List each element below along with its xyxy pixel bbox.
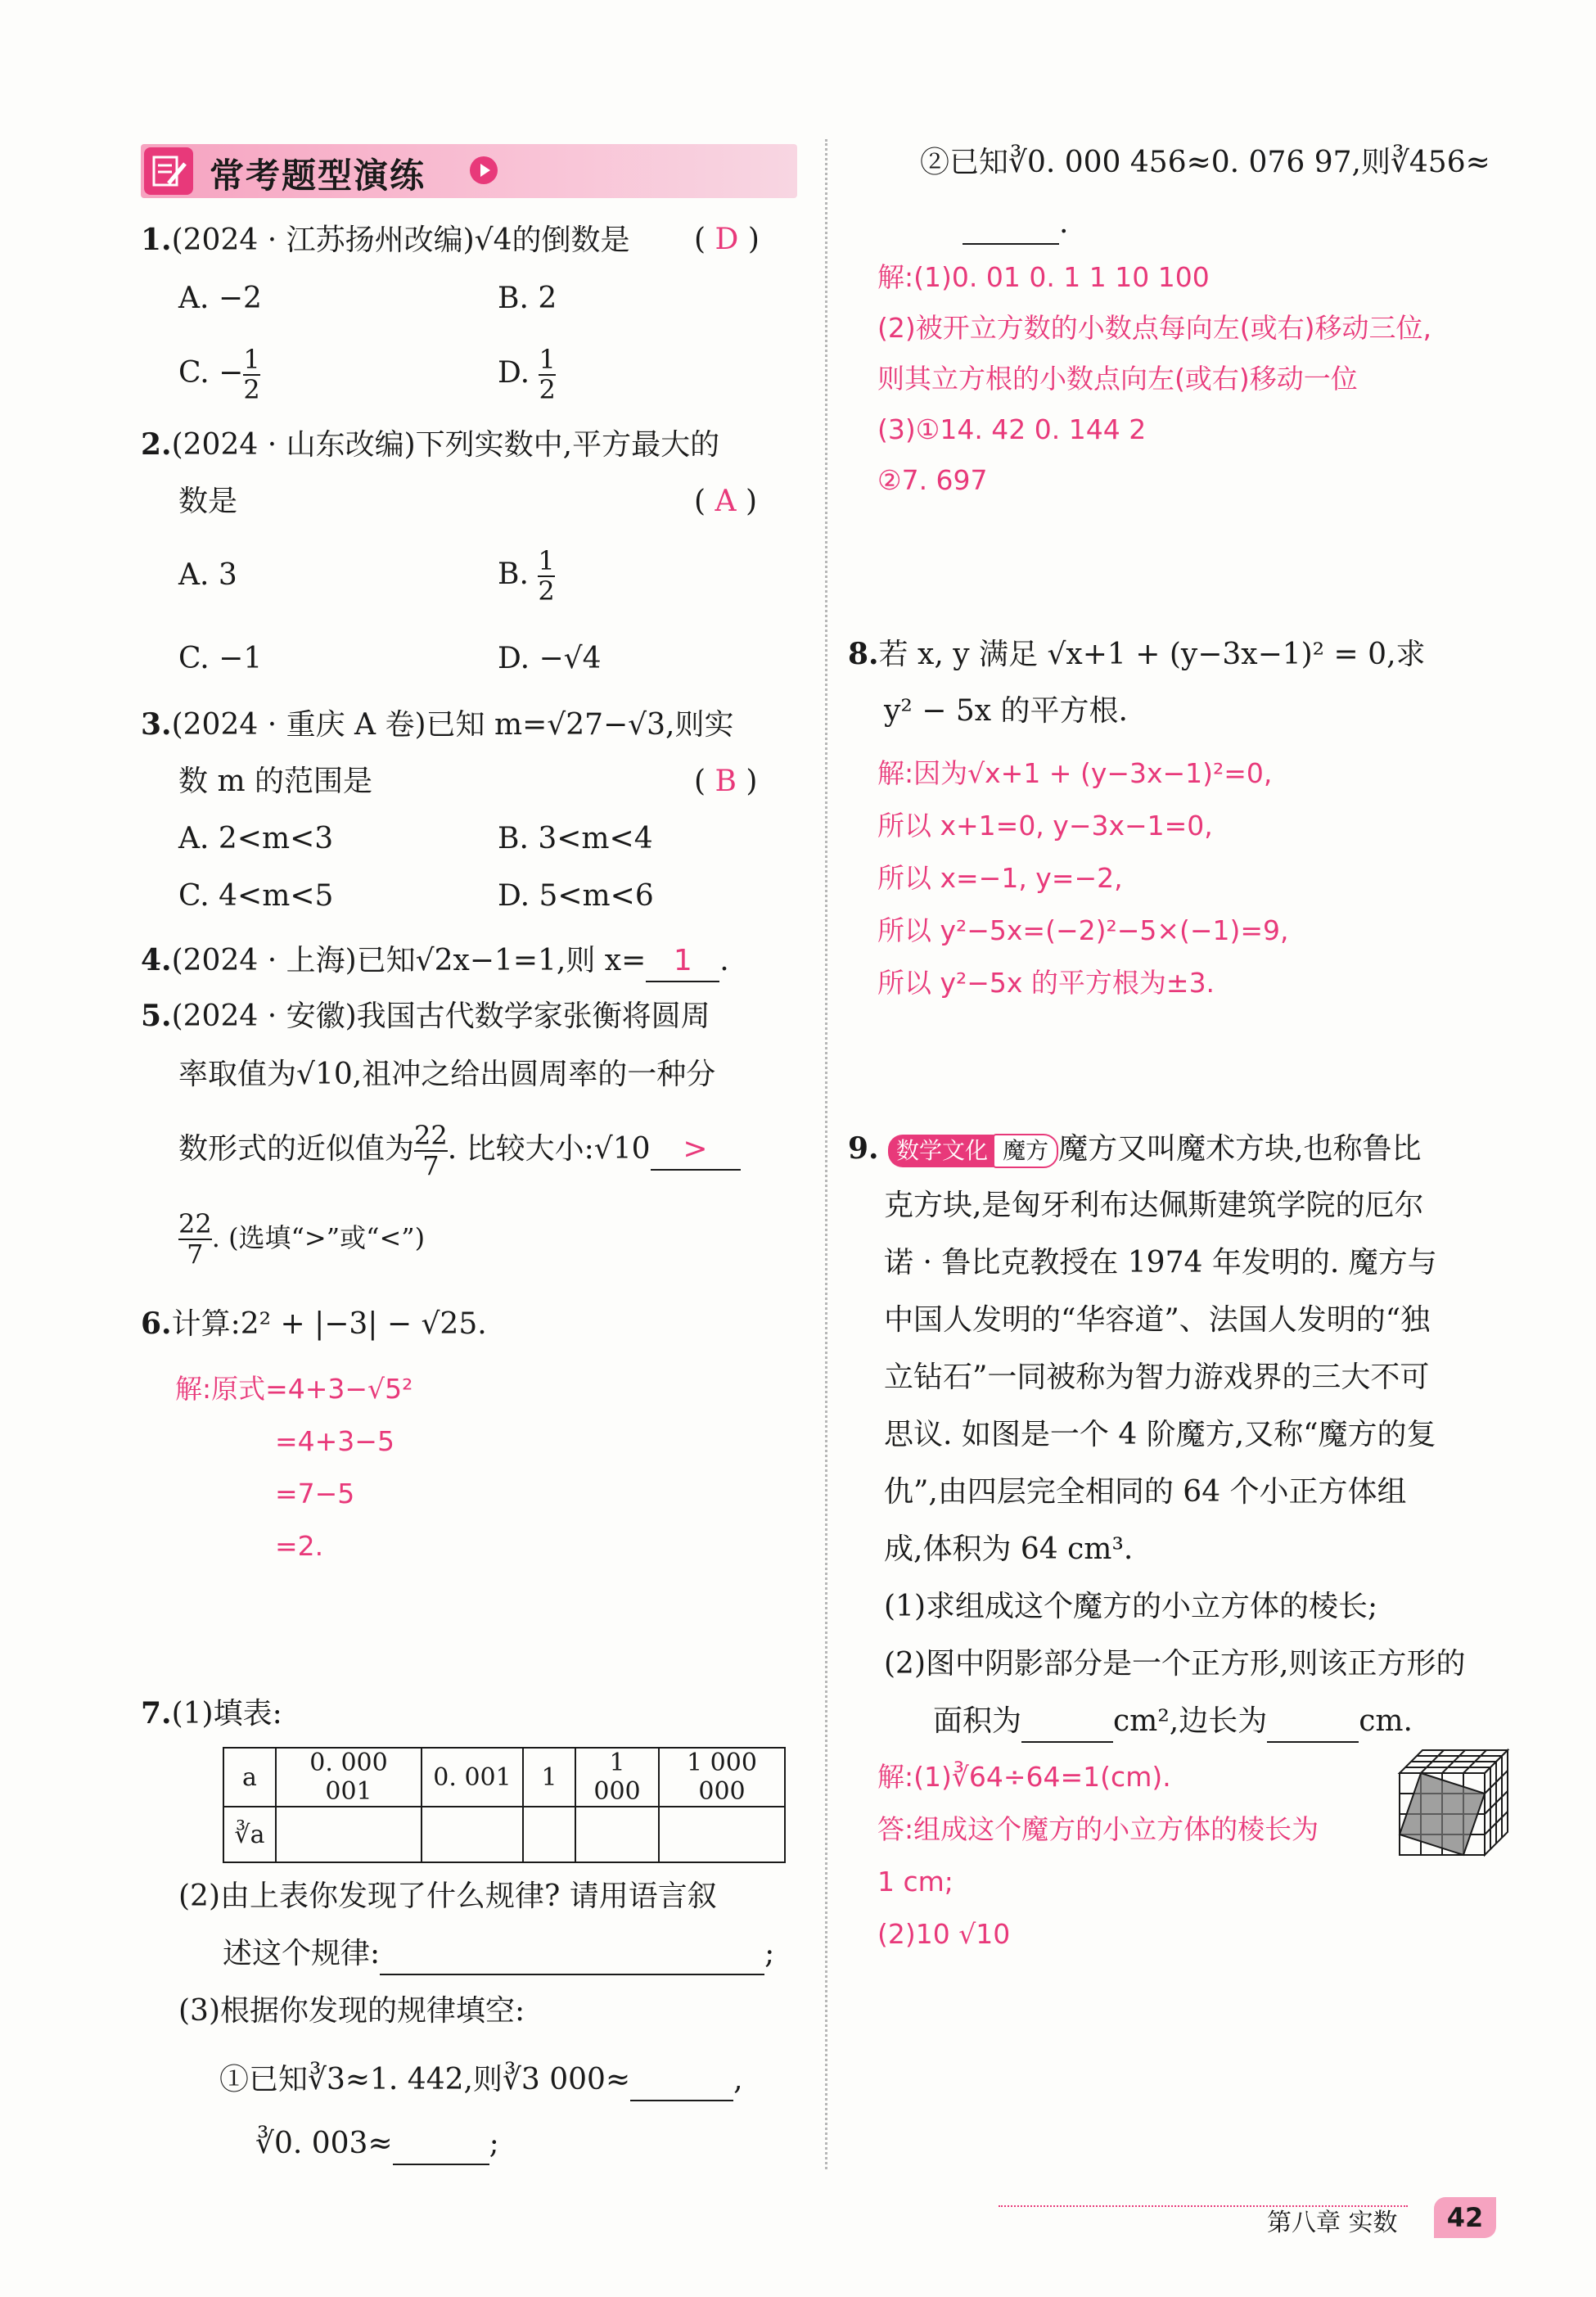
answer-blank[interactable] bbox=[1267, 1703, 1359, 1743]
answer-choice: B bbox=[715, 765, 737, 798]
question-text: 克方块,是匈牙利布达佩斯建筑学院的厄尔 bbox=[884, 1189, 1424, 1222]
fraction: $\frac{1}{2}$ bbox=[538, 545, 555, 607]
solution-line: ②7. 697 bbox=[877, 464, 988, 496]
question-text: ①已知∛3≈1. 442,则∛3 000≈ , bbox=[219, 2061, 743, 2101]
fill-answer: > bbox=[683, 1132, 708, 1167]
shaded-square bbox=[1400, 1773, 1485, 1855]
table-cell[interactable] bbox=[659, 1807, 785, 1862]
option-b: B. $\frac{1}{2}$ bbox=[498, 545, 555, 607]
question-2: 2.(2024 · 山东改编)下列实数中,平方最大的 bbox=[141, 427, 720, 462]
question-text: 中国人发明的“华容道”、法国人发明的“独 bbox=[884, 1303, 1431, 1337]
option-c: C. −1 bbox=[178, 642, 263, 675]
play-arrow-icon bbox=[470, 156, 498, 184]
question-text: (2024 · 江苏扬州改编)√4的倒数是 bbox=[171, 223, 630, 257]
option-b: B. 2 bbox=[498, 282, 557, 315]
answer-choice: A bbox=[715, 485, 737, 518]
table-cell: ∛a bbox=[223, 1807, 276, 1862]
question-5: 5.(2024 · 安徽)我国古代数学家张衡将圆周 bbox=[141, 999, 710, 1033]
solution-line: (2)10 √10 bbox=[877, 1918, 1011, 1950]
question-text: ②已知∛0. 000 456≈0. 076 97,则∛456≈ bbox=[920, 146, 1490, 179]
question-text: ∛0. 003≈ ; bbox=[255, 2125, 499, 2165]
question-text: 率取值为√10,祖冲之给出圆周率的一种分 bbox=[178, 1058, 716, 1091]
question-text: . bbox=[963, 205, 1068, 245]
table-cell: 0. 001 bbox=[422, 1748, 523, 1807]
option-c: C. 4<m<5 bbox=[178, 879, 334, 913]
question-text: $\frac{22}{7}$ . (选填“>”或“<”) bbox=[178, 1208, 426, 1270]
solution-line: 解:原式=4+3−√5² bbox=[175, 1373, 413, 1405]
option-c: C. − $\frac{1}{2}$ bbox=[178, 344, 260, 406]
option-a: A. 3 bbox=[178, 558, 237, 592]
table-cell: 1 bbox=[523, 1748, 575, 1807]
answer-bracket: ( B ) bbox=[694, 765, 758, 798]
question-text: 面积为 cm²,边长为 cm. bbox=[933, 1703, 1413, 1743]
table-cell[interactable] bbox=[575, 1807, 659, 1862]
fraction: $\frac{1}{2}$ bbox=[243, 344, 260, 406]
solution-line: 所以 y²−5x 的平方根为±3. bbox=[877, 967, 1215, 999]
table-cell: a bbox=[223, 1748, 276, 1807]
question-text: 思议. 如图是一个 4 阶魔方,又称“魔方的复 bbox=[884, 1418, 1436, 1451]
topic-badge: 魔方 bbox=[993, 1134, 1058, 1168]
solution-line: (2)被开立方数的小数点每向左(或右)移动三位, bbox=[877, 312, 1431, 344]
solution-line: (3)①14. 42 0. 144 2 bbox=[877, 413, 1147, 445]
question-text: 述这个规律: ; bbox=[223, 1935, 774, 1975]
question-text: 数形式的近似值为 $\frac{22}{7}$ . 比较大小:√10 > bbox=[178, 1121, 741, 1180]
option-a: A. 2<m<3 bbox=[178, 822, 334, 855]
answer-blank[interactable] bbox=[963, 205, 1059, 245]
solution-line: =4+3−5 bbox=[275, 1425, 394, 1457]
option-d: D. −√4 bbox=[498, 642, 602, 675]
fraction: $\frac{22}{7}$ bbox=[414, 1120, 448, 1182]
solution-line: 所以 x=−1, y=−2, bbox=[877, 862, 1123, 894]
question-text: (3)根据你发现的规律填空: bbox=[178, 1994, 525, 2028]
solution-line: 答:组成这个魔方的小立方体的棱长为 bbox=[877, 1813, 1319, 1845]
solution-line: =2. bbox=[275, 1530, 324, 1562]
option-b: B. 3<m<4 bbox=[498, 822, 653, 855]
question-1 bbox=[141, 221, 629, 260]
solution-line: 解:(1)0. 01 0. 1 1 10 100 bbox=[877, 261, 1210, 293]
fill-table bbox=[223, 1747, 786, 1863]
option-a: A. −2 bbox=[178, 282, 262, 315]
section-title: 常考题型演练 bbox=[210, 156, 426, 196]
answer-blank[interactable] bbox=[393, 2125, 489, 2165]
question-text: 立钻石”一同被称为智力游戏界的三大不可 bbox=[884, 1361, 1430, 1394]
answer-bracket: ( A ) bbox=[694, 485, 757, 518]
table-cell[interactable] bbox=[422, 1807, 523, 1862]
answer-blank[interactable] bbox=[1021, 1703, 1113, 1743]
question-text: (2)由上表你发现了什么规律? 请用语言叙 bbox=[178, 1880, 717, 1913]
question-text: (2)图中阴影部分是一个正方形,则该正方形的 bbox=[884, 1647, 1466, 1681]
table-cell: 1 000 bbox=[575, 1748, 659, 1807]
page-number: 42 bbox=[1434, 2197, 1496, 2238]
fill-answer: 1 bbox=[673, 944, 692, 977]
question-number: 1. bbox=[141, 223, 172, 257]
question-text: (1)求组成这个魔方的小立方体的棱长; bbox=[884, 1590, 1378, 1623]
chapter-label: 第八章 实数 bbox=[1267, 2209, 1398, 2237]
question-6: 6.计算:2² + |−3| − √25. bbox=[141, 1306, 487, 1341]
fraction: $\frac{1}{2}$ bbox=[539, 344, 556, 406]
solution-line: 解:(1)∛64÷64=1(cm). bbox=[877, 1761, 1171, 1793]
question-text: 数 m 的范围是 bbox=[178, 765, 373, 798]
table-cell[interactable] bbox=[276, 1807, 422, 1862]
question-text: 成,体积为 64 cm³. bbox=[884, 1532, 1134, 1566]
pencil-note-icon bbox=[144, 147, 193, 195]
table-cell[interactable] bbox=[523, 1807, 575, 1862]
answer-choice: D bbox=[715, 223, 739, 256]
question-text: 仇”,由四层完全相同的 64 个小正方体组 bbox=[884, 1475, 1407, 1509]
question-3: 3.(2024 · 重庆 A 卷)已知 m=√27−√3,则实 bbox=[141, 707, 734, 742]
table-cell: 1 000 000 bbox=[659, 1748, 785, 1807]
solution-line: 解:因为√x+1 + (y−3x−1)²=0, bbox=[877, 757, 1273, 789]
solution-line: 所以 x+1=0, y−3x−1=0, bbox=[877, 810, 1213, 842]
math-culture-badge: 数学文化 bbox=[888, 1135, 996, 1167]
question-7: 7.(1)填表: bbox=[141, 1696, 282, 1731]
solution-line: 所以 y²−5x=(−2)²−5×(−1)=9, bbox=[877, 914, 1289, 946]
section-header bbox=[141, 144, 797, 198]
answer-bracket: ( D ) bbox=[694, 223, 760, 256]
question-text: 诺 · 鲁比克教授在 1974 年发明的. 魔方与 bbox=[884, 1246, 1437, 1279]
question-text: 数是 bbox=[178, 485, 238, 518]
answer-blank[interactable] bbox=[380, 1935, 764, 1975]
fraction: $\frac{22}{7}$ bbox=[178, 1208, 212, 1270]
option-d: D. 5<m<6 bbox=[498, 879, 654, 913]
answer-blank[interactable] bbox=[630, 2061, 733, 2101]
question-text: y² − 5x 的平方根. bbox=[884, 694, 1128, 728]
solution-line: 1 cm; bbox=[877, 1866, 954, 1898]
option-d: D. $\frac{1}{2}$ bbox=[498, 344, 556, 406]
solution-line: =7−5 bbox=[275, 1478, 355, 1510]
rubiks-cube-figure bbox=[1396, 1747, 1511, 1858]
table-cell: 0. 000 001 bbox=[276, 1748, 422, 1807]
question-8: 8.若 x, y 满足 √x+1 + (y−3x−1)² = 0,求 bbox=[848, 637, 1426, 671]
solution-line: 则其立方根的小数点向左(或右)移动一位 bbox=[877, 363, 1358, 395]
question-4: 4.(2024 · 上海)已知√2x−1=1,则 x= 1 . bbox=[141, 941, 729, 982]
question-9: 9. 数学文化 魔方 魔方又叫魔术方块,也称鲁比 bbox=[848, 1130, 1422, 1169]
column-divider bbox=[825, 139, 827, 2169]
